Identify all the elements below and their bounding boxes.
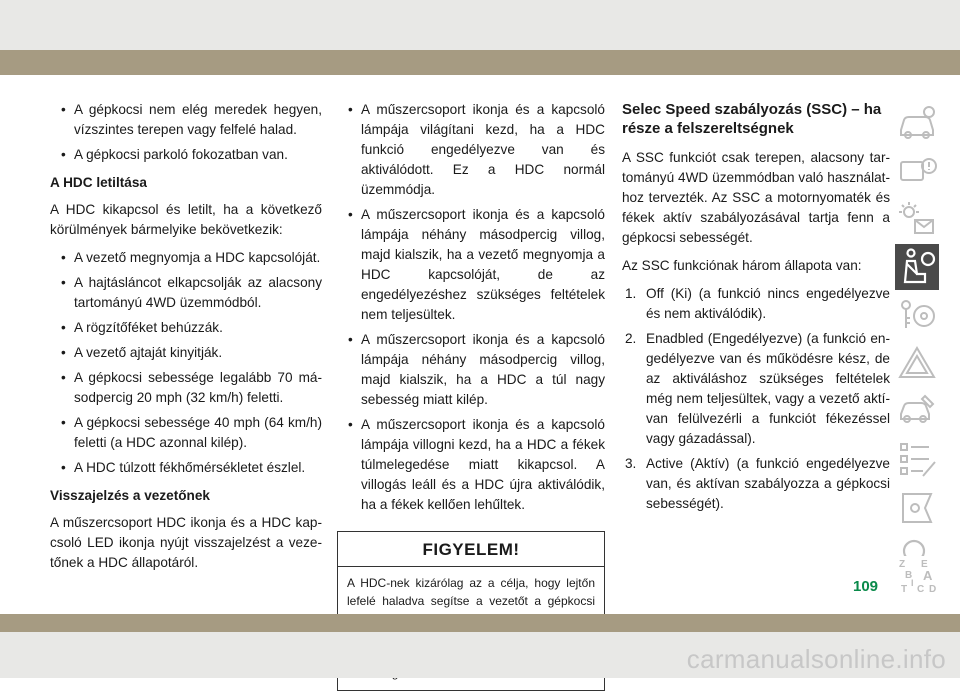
item-number: 2. — [625, 331, 637, 346]
column-3 — [622, 100, 890, 519]
numbered-item — [622, 454, 890, 514]
warning-body: A HDC-nek kizárólag az a célja, hogy lejtőn lefelé haladva segítse a vezetőt a gépkocsi — [347, 576, 595, 608]
list-item: • A gépkocsi nem elég meredek hegyen, vízszintes terepen vagy felfelé halad. — [50, 100, 322, 140]
index-letter: E — [921, 559, 928, 570]
header-stripe — [0, 50, 960, 75]
list-item: • A gépkocsi parkoló fokozatban van. — [50, 145, 322, 165]
item-number: 3. — [625, 456, 637, 471]
index-letter: C — [917, 584, 925, 595]
index-letter: D — [929, 584, 937, 595]
paragraph: A HDC kikapcsol és letilt, ha a következő körülmények bármelyike bekövetkezik: — [50, 202, 322, 237]
section-heading-feedback: Visszajelzés a vezetőnek — [50, 488, 210, 503]
list-item: • A gépkocsi sebessége 40 mph (64 km/h) feletti (a HDC azonnal kilép). — [50, 413, 322, 453]
key-steering-icon[interactable] — [895, 292, 939, 338]
page-number: 109 — [853, 578, 879, 595]
section-heading-hdc-disable: A HDC letiltása — [50, 175, 147, 190]
seat-airbag-icon[interactable] — [895, 244, 939, 290]
list-item: • A műszercsoport ikonja és a kapcsoló lámpája néhány másodpercig villog, majd kialszik, ha a vezető megnyomja a HDC kapcsolóját, de az engedélyezéshez szükséges feltételek nem teljesültek. — [337, 205, 605, 325]
index-letter: A — [923, 568, 933, 583]
index-letter: Z — [899, 559, 906, 570]
index-letter: B — [905, 570, 913, 581]
watermark: carmanualsonline.info — [686, 644, 946, 674]
index-letter: I — [911, 578, 914, 588]
column-1 — [50, 100, 322, 581]
item-text: Active (Aktív) (a funkció engedélyezve van, és aktívan szabályozza a gépkocsi sebességét). — [646, 456, 890, 511]
numbered-item — [622, 284, 890, 324]
car-service-icon[interactable] — [895, 388, 939, 434]
item-number: 1. — [625, 286, 637, 301]
footer-stripe — [0, 614, 960, 632]
column-2 — [337, 100, 605, 691]
list-item: • A gépkocsi sebessége legalább 70 má-sodpercig 20 mph (32 km/h) feletti. — [50, 368, 322, 408]
list-item: • A műszercsoport ikonja és a kapcsoló lámpája néhány másodpercig villog, majd kialszik, ha a HDC a túl nagy sebesség miatt kilép. — [337, 330, 605, 410]
list-item: • A vezető megnyomja a HDC kapcsolóját. — [50, 248, 322, 268]
warning-light-icon[interactable] — [895, 148, 939, 194]
lights-message-icon[interactable] — [895, 196, 939, 242]
multimedia-icon[interactable] — [895, 484, 939, 530]
list-item: • A vezető ajtaját kinyitják. — [50, 343, 322, 363]
list-item: • A műszercsoport ikonja és a kapcsoló lámpája villogni kezd, ha a HDC a fékek túlmelegedése miatt kikapcsol. A villogás leáll és a HDC újra aktiválódik, ha a fékek kellően lehűltek. — [337, 415, 605, 515]
car-info-icon[interactable] — [895, 100, 939, 146]
item-text: Off (Ki) (a funkció nincs engedélyezve és nem aktiválódik). — [646, 286, 890, 321]
numbered-item — [622, 329, 890, 449]
list-item: • A HDC túlzott fékhőmérsékletet észlel. — [50, 458, 322, 478]
paragraph: A SSC funkciót csak terepen, alacsony tar-tományú 4WD üzemmódban való használat-hoz tervezték. Az SSC a motornyomaték és fékek aktív szabályozásával tartja fenn a gépkocsi sebességét. — [622, 150, 890, 245]
index-letter: T — [901, 584, 908, 595]
warning-title: FIGYELEM! — [338, 532, 604, 567]
checklist-icon[interactable] — [895, 436, 939, 482]
paragraph: Az SSC funkciónak három állapota van: — [622, 258, 862, 273]
list-item: • A műszercsoport ikonja és a kapcsoló lámpája világítani kezd, ha a HDC funkció engedélyezve van és aktiválódott. Ez a HDC normál üzemmódja. — [337, 100, 605, 200]
paragraph: A műszercsoport HDC ikonja és a HDC kap-csoló LED ikonja nyújt visszajelzést a veze-tőnek a HDC állapotáról. — [50, 515, 322, 570]
section-heading-ssc: Selec Speed szabályozás (SSC) – ha része a felszereltségnek — [622, 101, 882, 137]
header-band — [0, 0, 960, 50]
index-icon[interactable] — [895, 556, 939, 596]
item-text: Enadbled (Engedélyezve) (a funkció en-gedélyezve van és működésre kész, de az aktiváláshoz szükséges feltételek még nem teljesültek, vagy a vezető aktí-van felülvezérli a funkciót fékezéssel vagy gázadással). — [646, 331, 890, 446]
list-item: • A hajtásláncot elkapcsolják az alacsony tartományú 4WD üzemmódból. — [50, 273, 322, 313]
list-item: • A rögzítőféket behúzzák. — [50, 318, 322, 338]
hazard-triangle-icon[interactable] — [895, 340, 939, 386]
